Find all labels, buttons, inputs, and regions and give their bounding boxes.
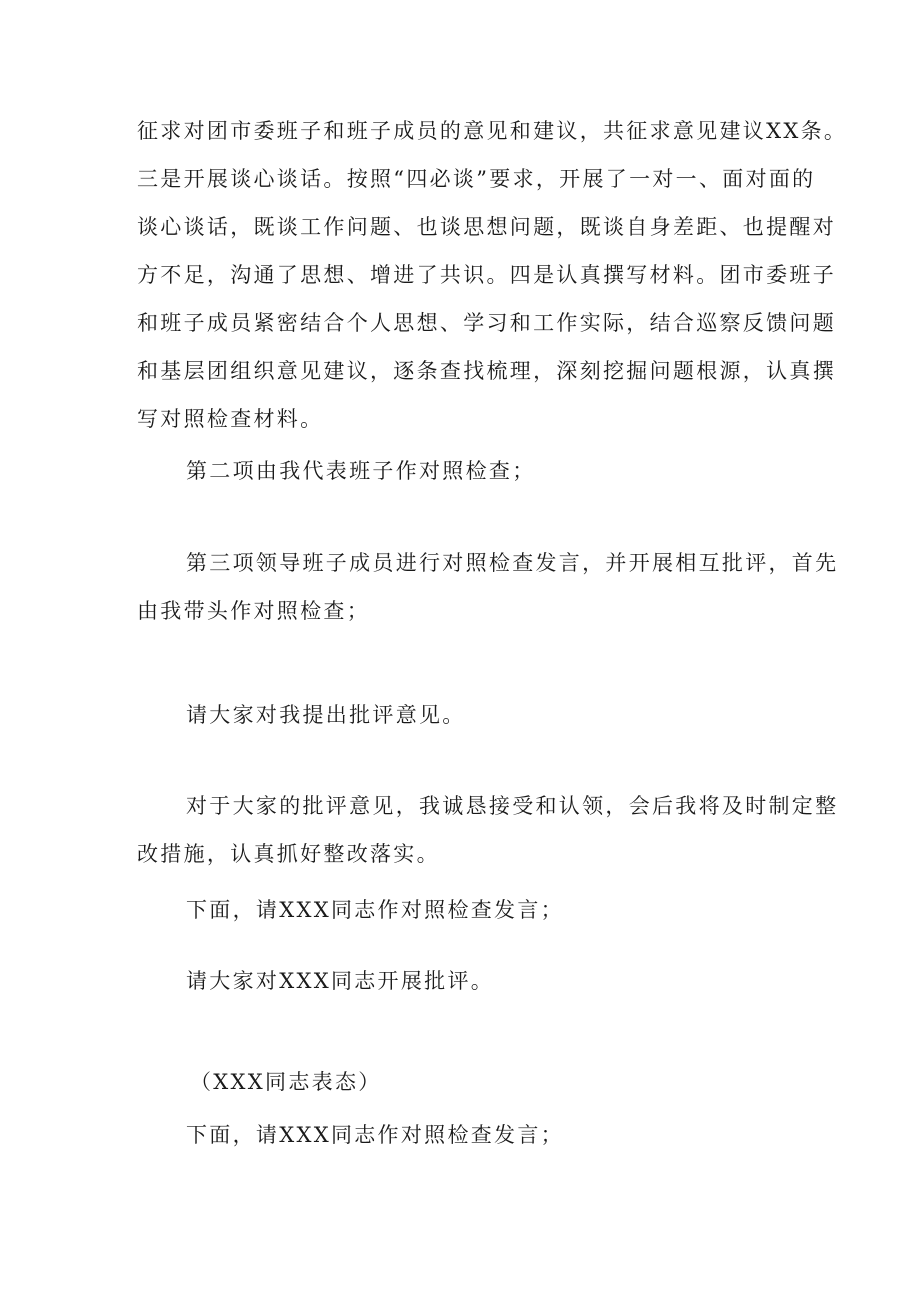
paragraph-line: 写对照检查材料。 [137,407,324,431]
paragraph-6: 下面，请XXX同志作对照检查发言； [186,898,564,922]
paragraph-line: 对于大家的批评意见，我诚恳接受和认领，会后我将及时制定整 [186,794,839,818]
paragraph-line: 改措施，认真抓好整改落实。 [137,842,440,866]
paragraph-line: 征求对团市委班子和班子成员的意见和建议，共征求意见建议XX条。 [137,119,848,143]
paragraph-7: 请大家对XXX同志开展批评。 [186,969,495,993]
paragraph-line: 方不足，沟通了思想、增进了共识。四是认真撰写材料。团市委班子 [137,263,836,287]
paragraph-4: 请大家对我提出批评意见。 [186,703,466,727]
paragraph-8: （XXX同志表态） [190,1070,382,1094]
paragraph-line: 谈心谈话，既谈工作问题、也谈思想问题，既谈自身差距、也提醒对 [137,215,836,239]
paragraph-line: 和班子成员紧密结合个人思想、学习和工作实际，结合巡察反馈问题 [137,311,836,335]
paragraph-line: 和基层团组织意见建议，逐条查找梳理，深刻挖掘问题根源，认真撰 [137,359,836,383]
paragraph-line: 由我带头作对照检查； [137,599,370,623]
paragraph-line: 三是开展谈心谈话。按照“四必谈”要求，开展了一对一、面对面的 [137,167,816,191]
paragraph-line: 第三项领导班子成员进行对照检查发言，并开展相互批评，首先 [186,551,839,575]
paragraph-9: 下面，请XXX同志作对照检查发言； [186,1123,564,1147]
paragraph-2: 第二项由我代表班子作对照检查； [186,459,536,483]
